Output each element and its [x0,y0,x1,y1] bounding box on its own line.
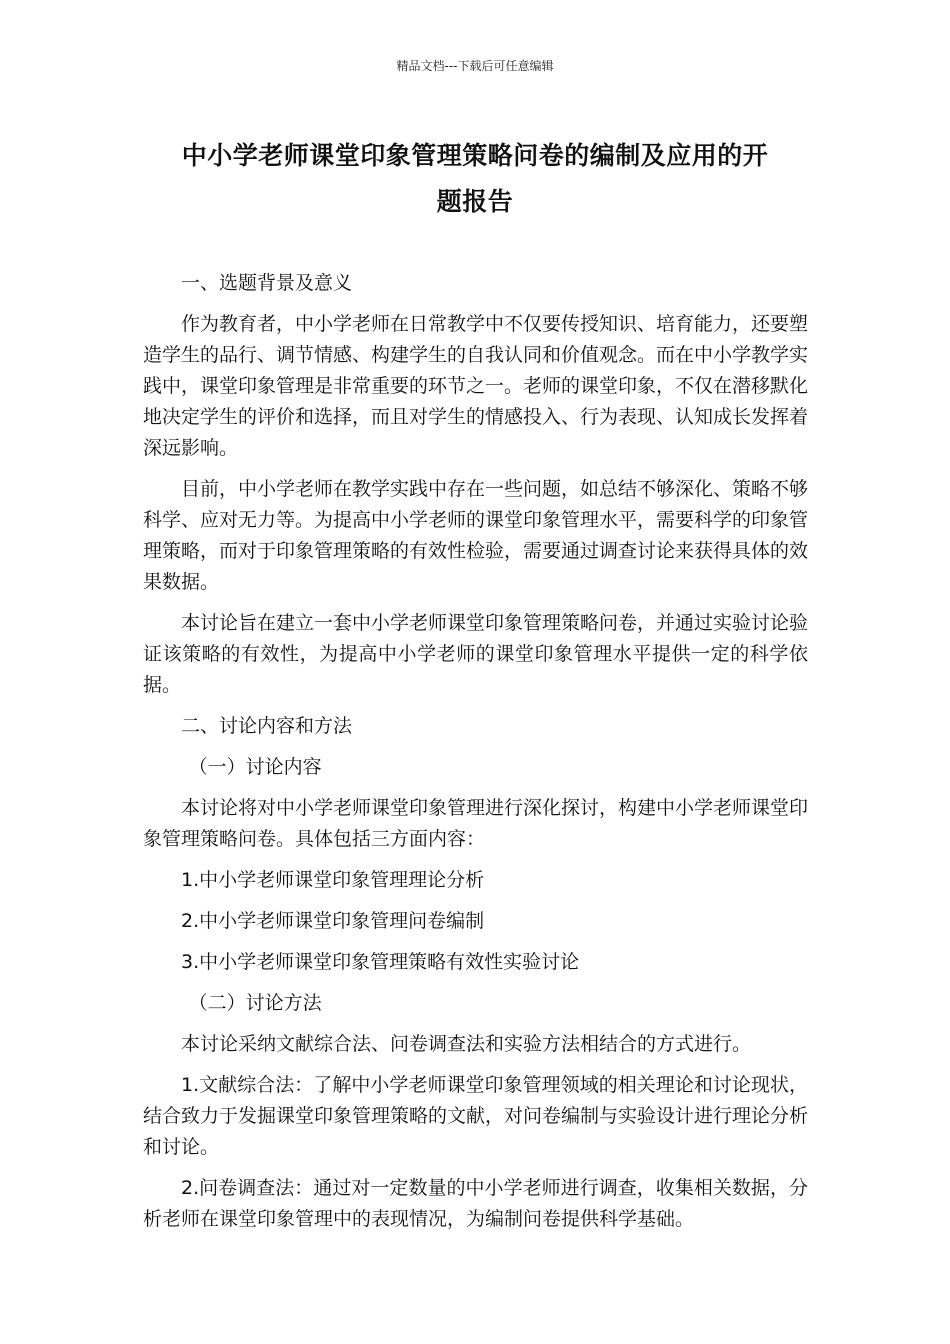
title-line-2: 题报告 [436,187,514,216]
section-2-subheading-content: （一）讨论内容 [188,756,322,778]
section-2-paragraph-4: 2.问卷调查法：通过对一定数量的中小学老师进行调查，收集相关数据，分析老师在课堂印象管理中的表现情况，为编制问卷提供科学基础。 [143,1177,808,1230]
section-2-heading: 二、讨论内容和方法 [181,715,353,737]
section-2-paragraph-3: 1.文献综合法：了解中小学老师课堂印象管理领域的相关理论和讨论现状，结合致力于发掘课堂印象管理策略的文献，对问卷编制与实验设计进行理论分析和讨论。 [143,1074,809,1158]
list-item: 1.中小学老师课堂印象管理理论分析 [181,869,485,891]
document-title [140,133,810,225]
section-2-subheading-method: （二）讨论方法 [188,992,322,1014]
section-1-heading: 一、选题背景及意义 [181,272,353,294]
header-note: 精品文档---下载后可任意编辑 [396,59,554,73]
section-1-paragraph-3: 本讨论旨在建立一套中小学老师课堂印象管理策略问卷，并通过实验讨论验证该策略的有效性，为提高中小学老师的课堂印象管理水平提供一定的科学依据。 [143,612,809,696]
section-1-paragraph-1: 作为教育者，中小学老师在日常教学中不仅要传授知识、培育能力，还要塑造学生的品行、调节情感、构建学生的自我认同和价值观念。而在中小学教学实践中，课堂印象管理是非常重要的环节之一。老师的课堂印象，不仅在潜移默化地决定学生的评价和选择，而且对学生的情感投入、行为表现、认知成长发挥着深远影响。 [143,313,809,459]
list-item: 2.中小学老师课堂印象管理问卷编制 [181,910,485,932]
section-2-paragraph-2: 本讨论采纳文献综合法、问卷调查法和实验方法相结合的方式进行。 [181,1033,752,1055]
list-item: 3.中小学老师课堂印象管理策略有效性实验讨论 [181,951,580,973]
section-1-paragraph-2: 目前，中小学老师在教学实践中存在一些问题，如总结不够深化、策略不够科学、应对无力等。为提高中小学老师的课堂印象管理水平，需要科学的印象管理策略，而对于印象管理策略的有效性检验，需要通过调查讨论来获得具体的效果数据。 [143,478,809,593]
document-body [143,268,808,1245]
title-line-1: 中小学老师课堂印象管理策略问卷的编制及应用的开 [181,141,769,170]
section-2-paragraph-1: 本讨论将对中小学老师课堂印象管理进行深化探讨，构建中小学老师课堂印象管理策略问卷。具体包括三方面内容： [143,797,809,850]
